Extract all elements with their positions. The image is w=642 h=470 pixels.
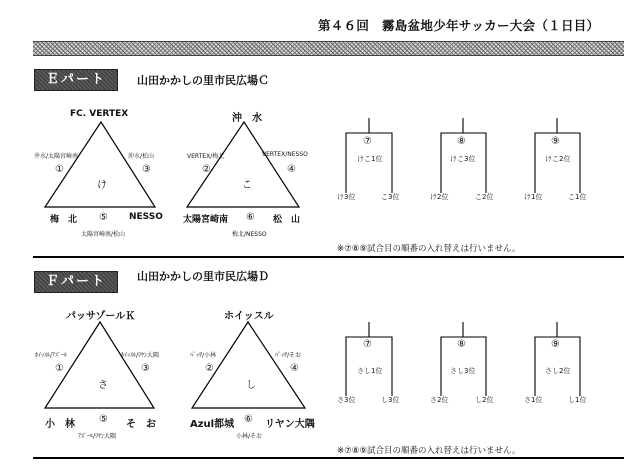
ref-f2-right: ﾊﾟｯｻ/そお	[275, 352, 302, 359]
bracket-f7-right: し3位	[381, 396, 400, 404]
team-whistle: ホイッスル	[224, 311, 274, 322]
team-passazol-k: パッサゾールＫ	[66, 311, 136, 322]
ref-e1-right: 沖水/松山	[128, 153, 155, 160]
team-fc-vertex: FC. VERTEX	[70, 109, 129, 119]
match-num-1: ①	[55, 164, 64, 175]
bracket-f8-left: さ2位	[430, 396, 449, 404]
ref-e2-bottom: 梅北/NESSO	[232, 231, 267, 238]
team-matsuyama: 松 山	[273, 215, 301, 225]
team-umekita: 梅 北	[50, 215, 78, 225]
bracket-e8-num: ⑧	[457, 136, 466, 147]
bracket-e7-left: け3位	[337, 193, 356, 201]
section-divider-e	[33, 256, 624, 258]
bracket-e7-mid: けこ1位	[357, 155, 383, 163]
ref-e2-right: VERTEX/NESSO	[262, 151, 308, 158]
part-badge-e: Ｅパート	[34, 69, 118, 91]
bracket-e8-right: こ2位	[475, 193, 494, 201]
ref-f2-left: ﾊﾟｯｻ/小林	[190, 352, 217, 359]
team-nesso: NESSO	[129, 212, 163, 222]
team-okisui: 沖 水	[232, 113, 262, 124]
bracket-e8-mid: けこ3位	[450, 155, 476, 163]
bracket-f9-mid: さし2位	[545, 367, 571, 375]
match-num-1-f: ①	[55, 363, 64, 374]
bracket-f9-left: さ1位	[524, 396, 543, 404]
bracket-e7-num: ⑦	[363, 136, 372, 147]
bracket-e9-num: ⑨	[551, 136, 560, 147]
bracket-e9-left: け1位	[524, 193, 543, 201]
bracket-f8-mid: さし3位	[450, 367, 476, 375]
match-num-4: ④	[287, 164, 296, 175]
part-badge-f: Ｆパート	[34, 271, 118, 293]
ref-f1-left: ﾎｲｯｽﾙ/ｱｽﾞｰﾙ	[35, 352, 68, 359]
bracket-e8-left: け2位	[430, 193, 449, 201]
match-num-4-f: ④	[290, 363, 299, 374]
bracket-f9-num: ⑨	[551, 339, 560, 350]
match-num-3-f: ③	[141, 363, 150, 374]
bracket-f7-num: ⑦	[363, 339, 372, 350]
section-divider-f	[33, 457, 624, 459]
brackets-f	[346, 322, 580, 396]
note-f: ※⑦⑧⑨試合目の順番の入れ替えは行いません。	[337, 446, 521, 456]
ref-e1-left: 井水/太陽宮崎南	[34, 153, 79, 160]
bracket-f7-left: さ3位	[337, 396, 356, 404]
team-liyan-osumi: リヤン大隅	[265, 419, 315, 430]
ref-e2-left: VERTEX/梅北	[187, 153, 225, 160]
team-kobayashi: 小 林	[45, 419, 75, 430]
group-label-sa: さ	[98, 380, 108, 391]
venue-f: 山田かかしの里市民広場Ｄ	[137, 270, 269, 283]
ref-f2-bottom: 小林/そお	[236, 433, 263, 440]
match-num-6-f: ⑥	[244, 414, 253, 425]
match-num-5-f: ⑤	[99, 414, 108, 425]
venue-e: 山田かかしの里市民広場Ｃ	[137, 74, 269, 87]
match-num-2: ②	[202, 164, 211, 175]
page-title: 第４６回 霧島盆地少年サッカー大会（１日目）	[318, 18, 600, 33]
group-label-ke: け	[97, 180, 107, 191]
bracket-e9-right: こ1位	[568, 193, 587, 201]
team-azul-miyakonojo: Azul都城	[190, 419, 235, 430]
bracket-e7-right: こ3位	[381, 193, 400, 201]
ref-f1-bottom: ｱｽﾞｰﾙ/ﾘﾔﾝ大隅	[78, 433, 117, 440]
bracket-f8-right: し2位	[475, 396, 494, 404]
team-soo: そ お	[126, 419, 156, 430]
bracket-f8-num: ⑧	[457, 339, 466, 350]
match-num-3: ③	[142, 164, 151, 175]
match-num-2-f: ②	[205, 363, 214, 374]
match-num-5: ⑤	[99, 212, 108, 223]
ref-f1-right: ﾎｲｯｽﾙ/ﾘﾔﾝ大隅	[121, 352, 160, 359]
match-num-6: ⑥	[246, 212, 255, 223]
bracket-f9-right: し1位	[568, 396, 587, 404]
bracket-f7-mid: さし1位	[357, 367, 383, 375]
ref-e1-bottom: 太陽宮崎南/松山	[81, 231, 126, 238]
note-e: ※⑦⑧⑨試合目の順番の入れ替えは行いません。	[337, 244, 521, 254]
group-label-shi: し	[246, 380, 256, 391]
bracket-e9-mid: けこ2位	[545, 155, 571, 163]
group-label-ko: こ	[242, 180, 252, 191]
team-taiyo-miyazaki-minami: 太陽宮崎南	[183, 215, 229, 225]
